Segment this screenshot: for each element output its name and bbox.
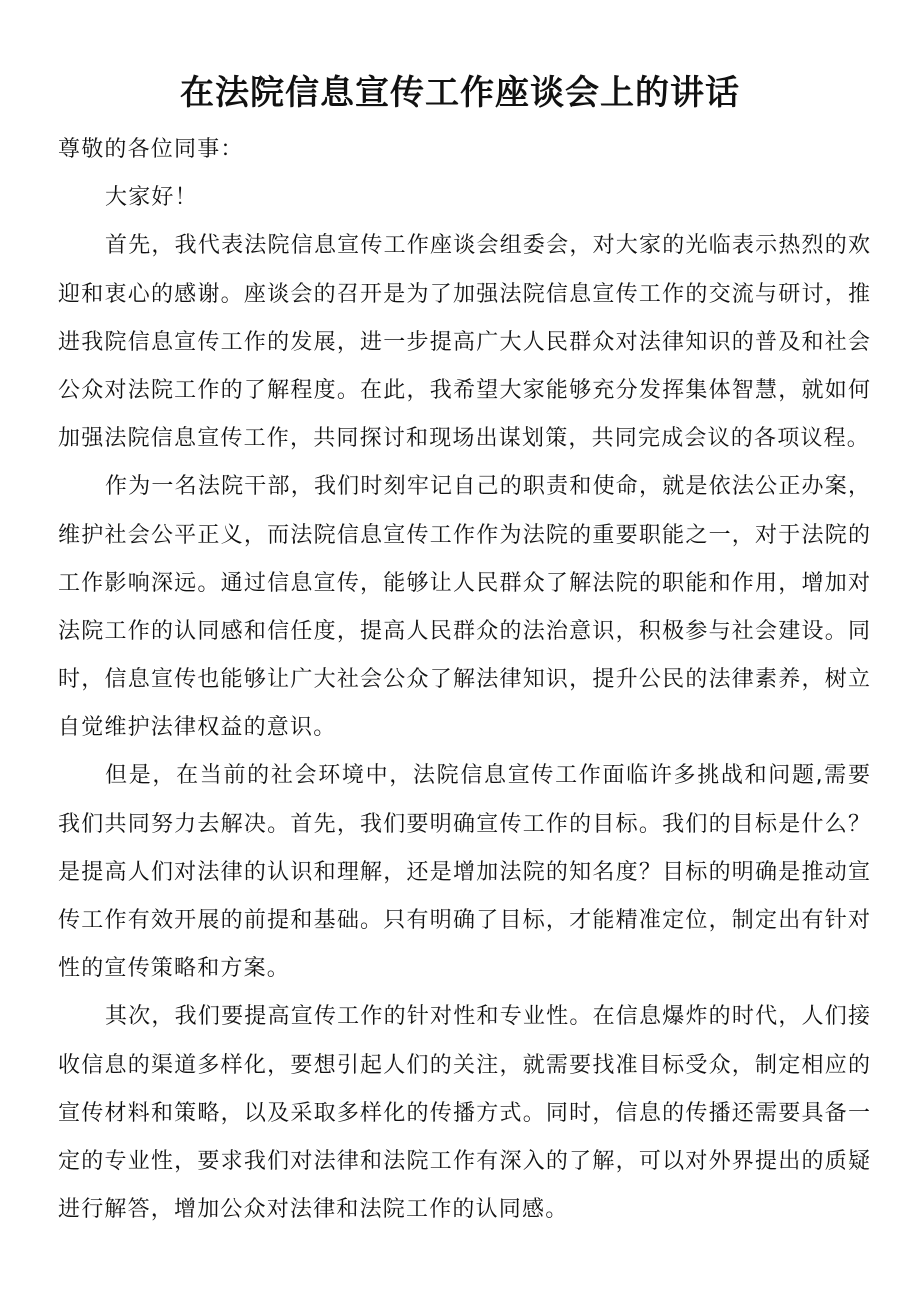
paragraph xyxy=(58,174,870,222)
paragraph-line: 进我院信息宣传工作的发展，进一步提高广大人民群众对法律知识的普及和社会 xyxy=(58,329,870,355)
paragraph xyxy=(58,222,870,463)
paragraph-line: 首先，我代表法院信息宣传工作座谈会组委会，对大家的光临表示热烈的欢 xyxy=(105,233,870,259)
salutation: 尊敬的各位同事： xyxy=(58,137,244,162)
paragraph-line: 是提高人们对法律的认识和理解，还是增加法院的知名度？目标的明确是推动宣 xyxy=(58,859,870,885)
paragraph-line: 自觉维护法律权益的意识。 xyxy=(58,715,337,741)
paragraph-line: 作为一名法院干部，我们时刻牢记自己的职责和使命，就是依法公正办案， xyxy=(105,474,870,500)
paragraph-line: 维护社会公平正义，而法院信息宣传工作作为法院的重要职能之一，对于法院的 xyxy=(58,522,870,548)
paragraph-line: 定的专业性，要求我们对法律和法院工作有深入的了解，可以对外界提出的质疑 xyxy=(58,1148,870,1174)
paragraph-line: 公众对法院工作的了解程度。在此，我希望大家能够充分发挥集体智慧，就如何 xyxy=(58,377,870,403)
paragraph xyxy=(58,993,870,1234)
paragraph-line: 宣传材料和策略，以及采取多样化的传播方式。同时，信息的传播还需要具备一 xyxy=(58,1100,870,1126)
paragraph-line: 收信息的渠道多样化，要想引起人们的关注，就需要找准目标受众，制定相应的 xyxy=(58,1052,870,1078)
paragraph xyxy=(58,463,870,752)
paragraph-line: 工作影响深远。通过信息宣传，能够让人民群众了解法院的职能和作用，增加对 xyxy=(58,570,870,596)
paragraph-line: 大家好！ xyxy=(105,185,198,211)
paragraph-line: 加强法院信息宣传工作，共同探讨和现场出谋划策，共同完成会议的各项议程。 xyxy=(58,426,870,452)
paragraph-line: 进行解答，增加公众对法律和法院工作的认同感。 xyxy=(58,1197,569,1223)
paragraph-line: 性的宣传策略和方案。 xyxy=(58,956,291,982)
paragraph-line: 传工作有效开展的前提和基础。只有明确了目标，才能精准定位，制定出有针对 xyxy=(58,908,870,933)
paragraph-line: 我们共同努力去解决。首先，我们要明确宣传工作的目标。我们的目标是什么？ xyxy=(58,811,870,837)
paragraph-line: 法院工作的认同感和信任度，提高人民群众的法治意识，积极参与社会建设。同 xyxy=(58,618,870,644)
paragraph-line: 其次，我们要提高宣传工作的针对性和专业性。在信息爆炸的时代，人们接 xyxy=(105,1004,870,1030)
paragraph-line: 迎和衷心的感谢。座谈会的召开是为了加强法院信息宣传工作的交流与研讨，推 xyxy=(58,281,870,307)
paragraph-line: 但是，在当前的社会环境中，法院信息宣传工作面临许多挑战和问题,需要 xyxy=(105,763,870,789)
document-body xyxy=(58,126,870,1234)
paragraph-line: 时，信息宣传也能够让广大社会公众了解法律知识，提升公民的法律素养，树立 xyxy=(58,667,870,693)
paragraph xyxy=(58,752,870,993)
document-title: 在法院信息宣传工作座谈会上的讲话 xyxy=(180,73,740,113)
